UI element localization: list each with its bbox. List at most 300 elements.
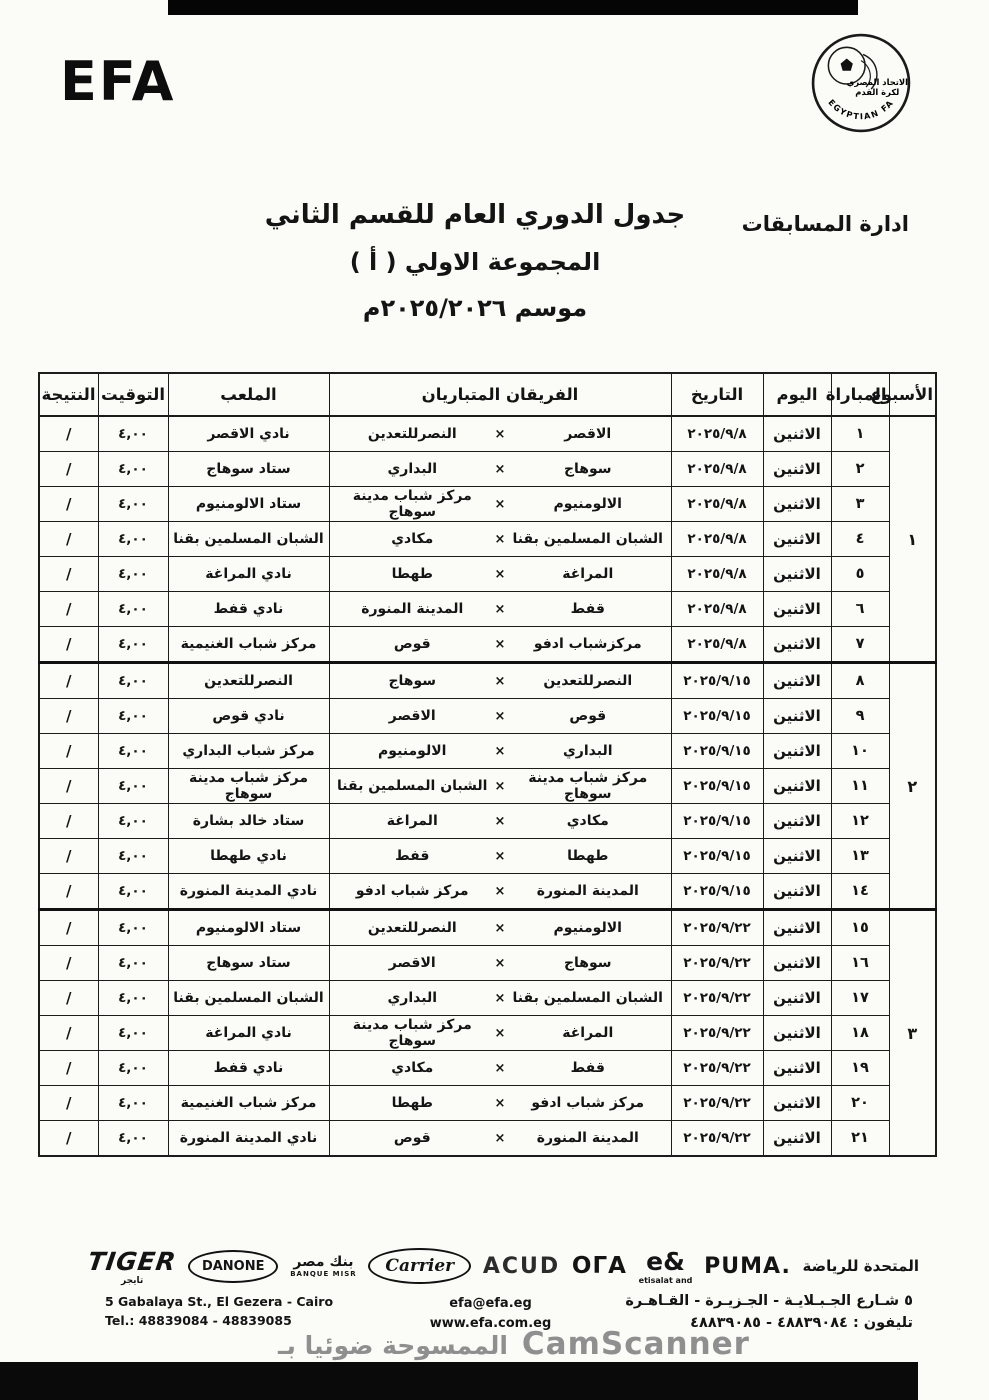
stadium-cell: مركز شباب البداري <box>168 734 329 769</box>
emblem-arabic-line2: لكرة القدم <box>855 87 900 98</box>
acud-logo <box>483 1254 560 1279</box>
group-title: المجموعة الاولي ( أ ) <box>349 248 601 276</box>
match-row <box>39 910 936 946</box>
header-week: الأسبوع <box>889 373 936 416</box>
kickoff-time-cell: ٤,٠٠ <box>98 592 168 627</box>
match-number-cell: ١٦ <box>831 946 889 981</box>
stadium-cell: ستاد سوهاج <box>168 946 329 981</box>
ora-logo <box>572 1253 627 1279</box>
away-team-name: البداري <box>387 990 438 1006</box>
result-cell: / <box>39 522 98 557</box>
efa-logo: EFA <box>60 50 176 113</box>
home-team-name: مركزشباب ادفو <box>533 636 642 652</box>
stadium-cell: ستاد سوهاج <box>168 452 329 487</box>
match-day-cell: الاثنين <box>763 522 831 557</box>
vs-symbol: × <box>494 778 506 794</box>
season-title: موسم ٢٠٢٥/٢٠٢٦م <box>362 294 588 322</box>
stadium-cell: مركز شباب مدينة سوهاج <box>168 769 329 804</box>
efa-emblem <box>810 32 912 134</box>
home-team-name: الالومنيوم <box>553 920 622 936</box>
match-date-cell-value: ٢٠٢٥/٩/١٥ <box>683 883 751 899</box>
eand-logo-text: e& <box>646 1247 685 1276</box>
home-team-name: البداري <box>562 743 613 759</box>
united-logo <box>803 1257 919 1275</box>
match-number-cell: ٢٠ <box>831 1086 889 1121</box>
kickoff-time-cell: ٤,٠٠ <box>98 1086 168 1121</box>
united-logo-text: المتحدة للرياضة <box>802 1257 919 1275</box>
eand-logo <box>639 1247 693 1285</box>
stadium-cell: ستاد خالد بشارة <box>168 804 329 839</box>
vs-symbol: × <box>494 848 506 864</box>
match-day-cell: الاثنين <box>763 699 831 734</box>
kickoff-time-cell: ٤,٠٠ <box>98 1016 168 1051</box>
header-match: المباراة <box>831 373 889 416</box>
match-number-cell: ٣ <box>831 487 889 522</box>
match-number-cell: ٨ <box>831 663 889 699</box>
away-team-name: قوص <box>393 636 431 652</box>
match-date-cell <box>671 946 763 981</box>
home-team-name: قوص <box>569 708 607 724</box>
away-team-name: المدينة المنورة <box>361 601 464 617</box>
result-cell: / <box>39 699 98 734</box>
match-date-cell <box>671 1086 763 1121</box>
away-team-name: مركز شباب مدينة سوهاج <box>352 1017 472 1049</box>
match-number-cell: ٥ <box>831 557 889 592</box>
match-number-cell: ١٧ <box>831 981 889 1016</box>
match-day-cell: الاثنين <box>763 981 831 1016</box>
match-day-cell: الاثنين <box>763 874 831 910</box>
result-cell: / <box>39 981 98 1016</box>
efa-emblem-graphic <box>810 32 912 134</box>
match-day-cell: الاثنين <box>763 487 831 522</box>
result-cell: / <box>39 487 98 522</box>
away-team-name: الاقصر <box>388 708 436 724</box>
match-date-cell-value: ٢٠٢٥/٩/٨ <box>687 461 747 477</box>
stadium-cell: الشبان المسلمين بقنا <box>168 981 329 1016</box>
header-teams: الفريقان المتباريان <box>329 373 671 416</box>
vs-symbol: × <box>494 601 506 617</box>
email-text: efa@efa.eg <box>449 1296 532 1311</box>
teams-cell <box>329 592 671 627</box>
schedule-table-body <box>39 416 936 1156</box>
away-team-name: طهطا <box>391 566 433 582</box>
puma-logo-text: PUMA. <box>704 1253 791 1279</box>
banque-misr-logo-text: بنك مصر <box>293 1254 354 1270</box>
teams-cell <box>329 981 671 1016</box>
header-day: اليوم <box>763 373 831 416</box>
result-cell: / <box>39 910 98 946</box>
home-team-name: سوهاج <box>563 461 612 477</box>
stadium-cell: نادي المدينة المنورة <box>168 1121 329 1157</box>
match-row <box>39 663 936 699</box>
result-cell: / <box>39 734 98 769</box>
match-date-cell <box>671 981 763 1016</box>
stadium-cell: نادي المراغة <box>168 557 329 592</box>
result-cell: / <box>39 452 98 487</box>
match-day-cell: الاثنين <box>763 627 831 663</box>
result-cell: / <box>39 1016 98 1051</box>
kickoff-time-cell: ٤,٠٠ <box>98 946 168 981</box>
away-team-name: الشبان المسلمين بقنا <box>337 778 488 794</box>
vs-symbol: × <box>494 1060 506 1076</box>
teams-cell <box>329 557 671 592</box>
home-team-name: المدينة المنورة <box>536 883 639 899</box>
match-date-cell-value: ٢٠٢٥/٩/١٥ <box>683 743 751 759</box>
emblem-arabic-line1: الاتحاد المصري <box>846 77 908 88</box>
match-number-cell: ١ <box>831 416 889 452</box>
match-date-cell-value: ٢٠٢٥/٩/١٥ <box>683 778 751 794</box>
match-date-cell-value: ٢٠٢٥/٩/٨ <box>687 531 747 547</box>
away-team-name: البداري <box>387 461 438 477</box>
match-day-cell: الاثنين <box>763 910 831 946</box>
match-date-cell <box>671 1051 763 1086</box>
vs-symbol: × <box>494 743 506 759</box>
result-cell: / <box>39 1121 98 1157</box>
home-team-name: قفط <box>570 1060 605 1076</box>
danone-logo <box>188 1250 279 1283</box>
header-stadium: الملعب <box>168 373 329 416</box>
match-day-cell: الاثنين <box>763 1086 831 1121</box>
match-row <box>39 946 936 981</box>
vs-symbol: × <box>494 496 506 512</box>
vs-symbol: × <box>494 920 506 936</box>
banque-misr-logo-subtext: BANQUE MISR <box>290 1270 357 1278</box>
match-number-cell: ١٥ <box>831 910 889 946</box>
stadium-cell: نادي طهطا <box>168 839 329 874</box>
match-row <box>39 1121 936 1157</box>
stadium-cell: مركز شباب الغنيمية <box>168 627 329 663</box>
home-team-name: الاقصر <box>564 426 612 442</box>
address-ar-line1: ٥ شـارع الجـبـلايـة - الجـزيـرة - القـاهـرة <box>625 1293 913 1309</box>
match-number-cell: ١٠ <box>831 734 889 769</box>
away-team-name: سوهاج <box>388 673 437 689</box>
result-cell: / <box>39 874 98 910</box>
match-date-cell-value: ٢٠٢٥/٩/١٥ <box>683 708 751 724</box>
vs-symbol: × <box>494 955 506 971</box>
match-row <box>39 874 936 910</box>
kickoff-time-cell: ٤,٠٠ <box>98 910 168 946</box>
match-number-cell: ٧ <box>831 627 889 663</box>
stadium-cell: النصرللتعدين <box>168 663 329 699</box>
tiger-logo <box>85 1246 179 1286</box>
away-team-name: النصرللتعدين <box>367 920 457 936</box>
teams-cell <box>329 1086 671 1121</box>
away-team-name: مكادي <box>391 531 434 547</box>
vs-symbol: × <box>494 426 506 442</box>
puma-logo <box>704 1254 791 1279</box>
home-team-name: الشبان المسلمين بقنا <box>512 990 663 1006</box>
match-row <box>39 1051 936 1086</box>
teams-cell <box>329 910 671 946</box>
match-day-cell: الاثنين <box>763 452 831 487</box>
week-number-cell: ٢ <box>889 663 936 910</box>
result-cell: / <box>39 627 98 663</box>
sponsor-logos-row <box>85 1238 919 1294</box>
match-date-cell <box>671 487 763 522</box>
match-row <box>39 487 936 522</box>
away-team-name: مكادي <box>391 1060 434 1076</box>
header-time: التوقيت <box>98 373 168 416</box>
result-cell: / <box>39 663 98 699</box>
teams-cell <box>329 769 671 804</box>
vs-symbol: × <box>494 883 506 899</box>
match-row <box>39 839 936 874</box>
stadium-cell: نادي قفط <box>168 1051 329 1086</box>
football-pentagon <box>841 59 853 71</box>
match-day-cell: الاثنين <box>763 804 831 839</box>
match-date-cell <box>671 699 763 734</box>
kickoff-time-cell: ٤,٠٠ <box>98 839 168 874</box>
home-team-name: مكادي <box>566 813 609 829</box>
away-team-name: مركز شباب ادفو <box>355 883 469 899</box>
teams-cell <box>329 452 671 487</box>
home-team-name: قفط <box>570 601 605 617</box>
page-title: جدول الدوري العام للقسم الثاني <box>264 200 686 230</box>
teams-cell <box>329 1016 671 1051</box>
week-number-cell: ١ <box>889 416 936 663</box>
match-date-cell-value: ٢٠٢٥/٩/٨ <box>687 566 747 582</box>
stadium-cell: ستاد الالومنيوم <box>168 487 329 522</box>
teams-cell <box>329 487 671 522</box>
match-date-cell-value: ٢٠٢٥/٩/٢٢ <box>683 920 751 936</box>
stadium-cell: مركز شباب الغنيمية <box>168 1086 329 1121</box>
match-date-cell <box>671 1016 763 1051</box>
result-cell: / <box>39 557 98 592</box>
match-date-cell <box>671 910 763 946</box>
match-date-cell-value: ٢٠٢٥/٩/٨ <box>687 601 747 617</box>
match-date-cell <box>671 874 763 910</box>
vs-symbol: × <box>494 566 506 582</box>
match-row <box>39 769 936 804</box>
result-cell: / <box>39 416 98 452</box>
carrier-logo <box>368 1248 471 1284</box>
carrier-logo-text: Carrier <box>368 1248 471 1284</box>
match-date-cell <box>671 769 763 804</box>
match-day-cell: الاثنين <box>763 663 831 699</box>
match-date-cell <box>671 522 763 557</box>
kickoff-time-cell: ٤,٠٠ <box>98 663 168 699</box>
away-team-name: المراغة <box>386 813 438 829</box>
address-ar-line2: تليفون : ٤٨٨٣٩٠٨٤ - ٤٨٨٣٩٠٨٥ <box>690 1315 913 1332</box>
match-date-cell-value: ٢٠٢٥/٩/٨ <box>687 426 747 442</box>
home-team-name: النصرللتعدين <box>543 673 633 689</box>
match-row <box>39 627 936 663</box>
kickoff-time-cell: ٤,٠٠ <box>98 874 168 910</box>
stadium-cell: نادي قوص <box>168 699 329 734</box>
vs-symbol: × <box>494 1130 506 1146</box>
scan-bottom-black-bar <box>0 1362 918 1400</box>
match-day-cell: الاثنين <box>763 416 831 452</box>
match-number-cell: ١٩ <box>831 1051 889 1086</box>
kickoff-time-cell: ٤,٠٠ <box>98 627 168 663</box>
teams-cell <box>329 874 671 910</box>
teams-cell <box>329 734 671 769</box>
match-date-cell-value: ٢٠٢٥/٩/١٥ <box>683 673 751 689</box>
teams-cell <box>329 804 671 839</box>
stadium-cell: نادي قفط <box>168 592 329 627</box>
kickoff-time-cell: ٤,٠٠ <box>98 487 168 522</box>
match-date-cell-value: ٢٠٢٥/٩/٢٢ <box>683 1095 751 1111</box>
header-date: التاريخ <box>671 373 763 416</box>
match-date-cell-value: ٢٠٢٥/٩/٢٢ <box>683 1025 751 1041</box>
match-date-cell-value: ٢٠٢٥/٩/١٥ <box>683 848 751 864</box>
teams-cell <box>329 522 671 557</box>
vs-symbol: × <box>494 708 506 724</box>
match-row <box>39 416 936 452</box>
match-date-cell-value: ٢٠٢٥/٩/٢٢ <box>683 955 751 971</box>
kickoff-time-cell: ٤,٠٠ <box>98 1121 168 1157</box>
schedule-table-wrapper <box>38 372 937 1157</box>
home-team-name: مركز شباب مدينة سوهاج <box>528 770 648 802</box>
match-day-cell: الاثنين <box>763 946 831 981</box>
match-row <box>39 1016 936 1051</box>
home-team-name: المدينة المنورة <box>536 1130 639 1146</box>
schedule-table <box>38 372 937 1157</box>
kickoff-time-cell: ٤,٠٠ <box>98 416 168 452</box>
danone-logo-text: DANONE <box>188 1250 279 1283</box>
match-date-cell <box>671 452 763 487</box>
match-row <box>39 804 936 839</box>
teams-cell <box>329 946 671 981</box>
address-english <box>105 1292 385 1331</box>
home-team-name: الالومنيوم <box>553 496 622 512</box>
result-cell: / <box>39 1086 98 1121</box>
match-row <box>39 452 936 487</box>
table-header-row <box>39 373 936 416</box>
match-date-cell <box>671 557 763 592</box>
teams-cell <box>329 699 671 734</box>
kickoff-time-cell: ٤,٠٠ <box>98 981 168 1016</box>
match-day-cell: الاثنين <box>763 592 831 627</box>
document-titles <box>190 200 760 322</box>
match-date-cell <box>671 416 763 452</box>
match-number-cell: ١٤ <box>831 874 889 910</box>
match-date-cell <box>671 627 763 663</box>
match-row <box>39 557 936 592</box>
match-day-cell: الاثنين <box>763 557 831 592</box>
vs-symbol: × <box>494 990 506 1006</box>
stadium-cell: نادي المراغة <box>168 1016 329 1051</box>
address-en-line2: Tel.: 48839084 - 48839085 <box>105 1313 292 1329</box>
kickoff-time-cell: ٤,٠٠ <box>98 769 168 804</box>
home-team-name: مركز شباب ادفو <box>531 1095 645 1111</box>
kickoff-time-cell: ٤,٠٠ <box>98 452 168 487</box>
week-number-cell: ٣ <box>889 910 936 1157</box>
match-date-cell <box>671 1121 763 1157</box>
home-team-name: الشبان المسلمين بقنا <box>512 531 663 547</box>
match-day-cell: الاثنين <box>763 1051 831 1086</box>
match-number-cell: ١٣ <box>831 839 889 874</box>
result-cell: / <box>39 592 98 627</box>
header-result: النتيجة <box>39 373 98 416</box>
match-date-cell-value: ٢٠٢٥/٩/٨ <box>687 636 747 652</box>
match-date-cell-value: ٢٠٢٥/٩/٨ <box>687 496 747 512</box>
match-date-cell <box>671 734 763 769</box>
kickoff-time-cell: ٤,٠٠ <box>98 522 168 557</box>
match-date-cell-value: ٢٠٢٥/٩/٢٢ <box>683 1130 751 1146</box>
stadium-cell: نادي المدينة المنورة <box>168 874 329 910</box>
teams-cell <box>329 1121 671 1157</box>
away-team-name: الالومنيوم <box>378 743 447 759</box>
banque-misr-logo <box>290 1254 356 1278</box>
match-date-cell-value: ٢٠٢٥/٩/١٥ <box>683 813 751 829</box>
svg-text:EGYPTIAN FA <box>826 97 895 121</box>
result-cell: / <box>39 946 98 981</box>
match-date-cell <box>671 663 763 699</box>
kickoff-time-cell: ٤,٠٠ <box>98 557 168 592</box>
address-en-line1: 5 Gabalaya St., El Gezera - Cairo <box>105 1294 334 1309</box>
vs-symbol: × <box>494 531 506 547</box>
match-date-cell <box>671 839 763 874</box>
eand-logo-subtext: etisalat and <box>638 1276 693 1285</box>
home-team-name: المراغة <box>562 1025 614 1041</box>
result-cell: / <box>39 1051 98 1086</box>
away-team-name: النصرللتعدين <box>367 426 457 442</box>
vs-symbol: × <box>494 673 506 689</box>
kickoff-time-cell: ٤,٠٠ <box>98 734 168 769</box>
match-number-cell: ٦ <box>831 592 889 627</box>
vs-symbol: × <box>494 461 506 477</box>
match-row <box>39 592 936 627</box>
camscanner-arabic-text: الممسوحة ضوئيا بـ <box>278 1331 508 1360</box>
match-number-cell: ٩ <box>831 699 889 734</box>
match-number-cell: ١٢ <box>831 804 889 839</box>
result-cell: / <box>39 839 98 874</box>
match-number-cell: ٤ <box>831 522 889 557</box>
vs-symbol: × <box>494 1095 506 1111</box>
vs-symbol: × <box>494 1025 506 1041</box>
match-date-cell-value: ٢٠٢٥/٩/٢٢ <box>683 990 751 1006</box>
teams-cell <box>329 416 671 452</box>
match-row <box>39 699 936 734</box>
result-cell: / <box>39 804 98 839</box>
match-row <box>39 981 936 1016</box>
scan-top-black-bar <box>168 0 858 15</box>
match-day-cell: الاثنين <box>763 839 831 874</box>
tiger-logo-subtext: تايجر <box>120 1275 144 1286</box>
camscanner-brand-text: CamScanner <box>521 1326 750 1362</box>
away-team-name: قفط <box>395 848 430 864</box>
stadium-cell: الشبان المسلمين بقنا <box>168 522 329 557</box>
away-team-name: قوص <box>393 1130 431 1146</box>
camscanner-watermark <box>278 1326 750 1362</box>
vs-symbol: × <box>494 636 506 652</box>
teams-cell <box>329 839 671 874</box>
match-day-cell: الاثنين <box>763 734 831 769</box>
stadium-cell: ستاد الالومنيوم <box>168 910 329 946</box>
match-number-cell: ١١ <box>831 769 889 804</box>
kickoff-time-cell: ٤,٠٠ <box>98 804 168 839</box>
match-row <box>39 1086 936 1121</box>
away-team-name: طهطا <box>391 1095 433 1111</box>
result-cell: / <box>39 769 98 804</box>
match-date-cell <box>671 592 763 627</box>
kickoff-time-cell: ٤,٠٠ <box>98 699 168 734</box>
tiger-logo-text: TIGER <box>85 1246 179 1276</box>
stadium-cell: نادي الاقصر <box>168 416 329 452</box>
website-text: www.efa.com.eg <box>429 1316 552 1332</box>
department-title: ادارة المسابقات <box>741 212 909 236</box>
match-number-cell: ١٨ <box>831 1016 889 1051</box>
vs-symbol: × <box>494 813 506 829</box>
ora-logo-text: OΓA <box>571 1253 627 1279</box>
match-number-cell: ٢ <box>831 452 889 487</box>
home-team-name: سوهاج <box>563 955 612 971</box>
match-day-cell: الاثنين <box>763 1016 831 1051</box>
teams-cell <box>329 663 671 699</box>
match-date-cell <box>671 804 763 839</box>
match-row <box>39 522 936 557</box>
